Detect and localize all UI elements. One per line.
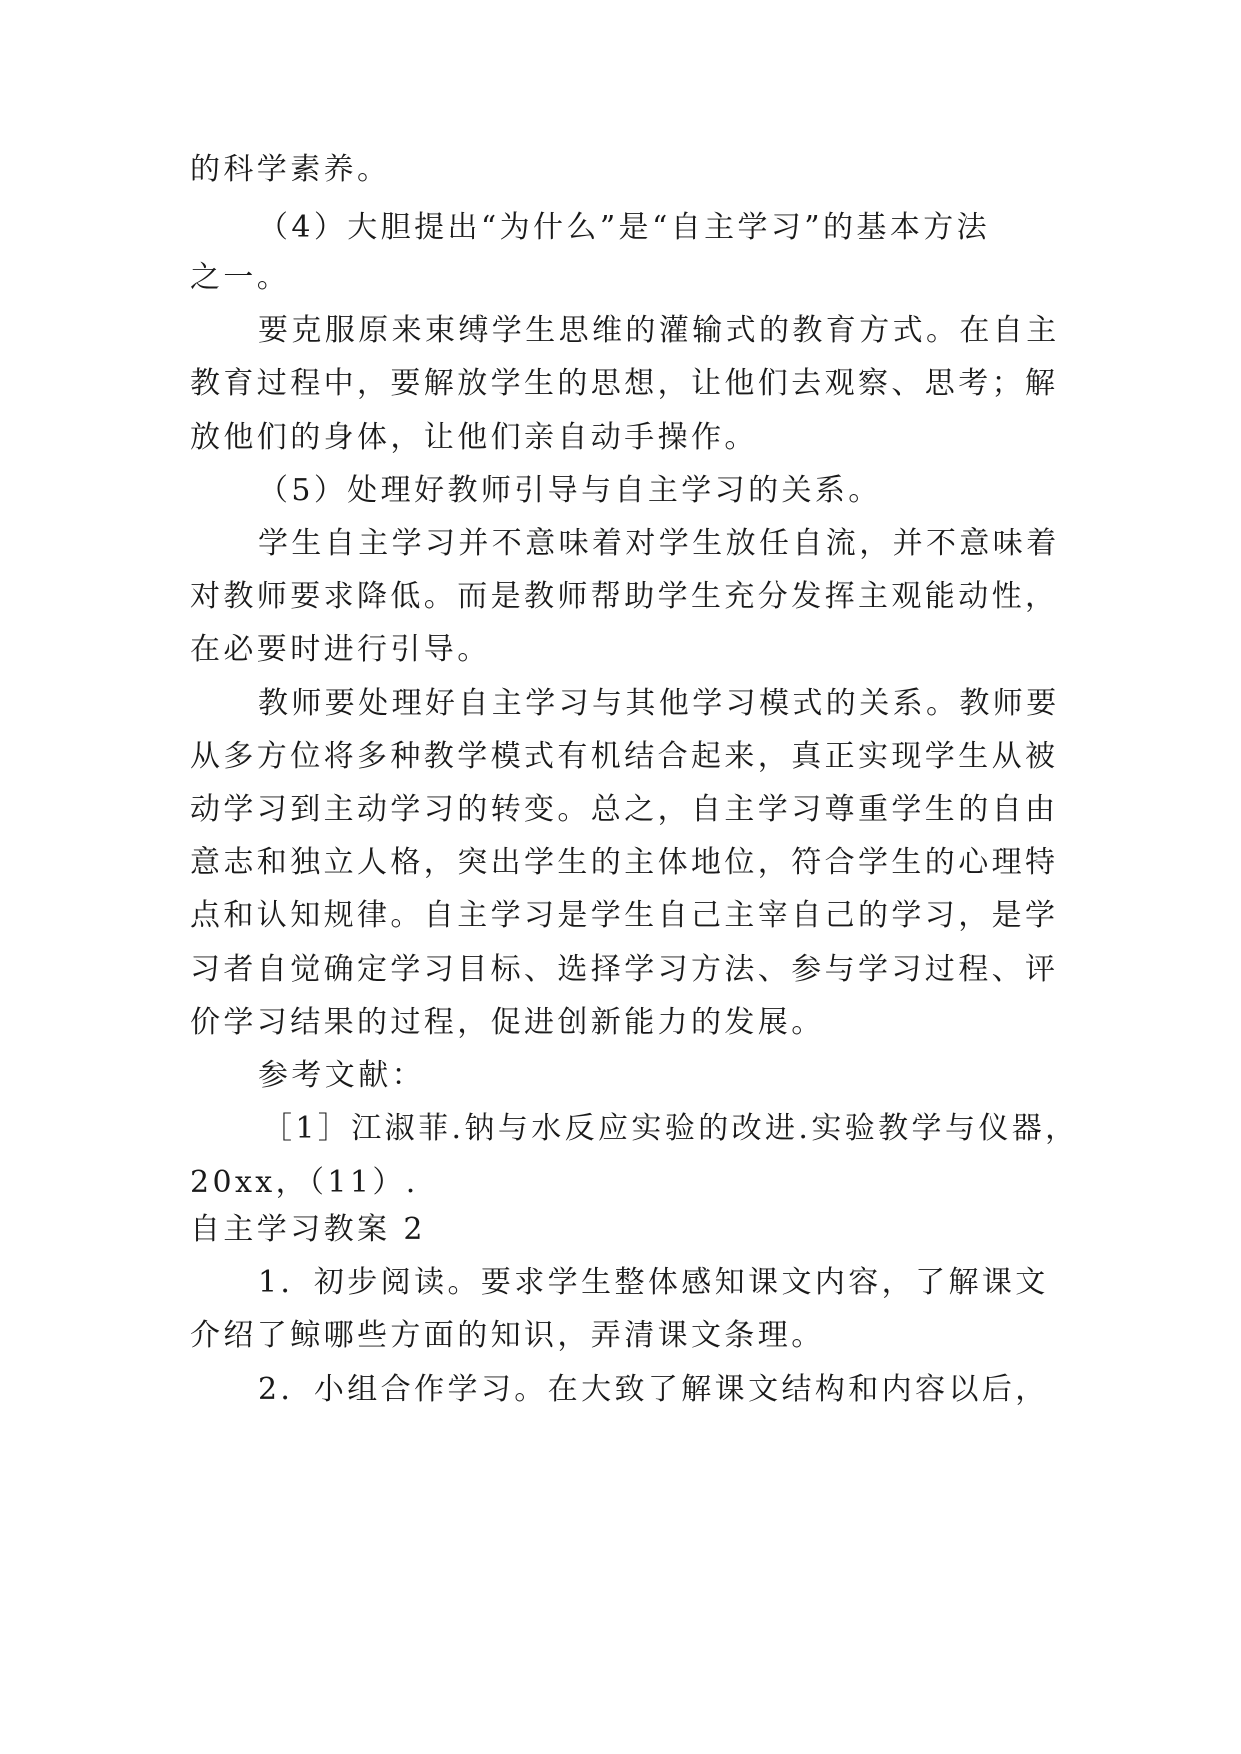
text-line: 动学习到主动学习的转变。总之，自主学习尊重学生的自由 [190, 792, 1059, 827]
text-line: 意志和独立人格，突出学生的主体地位，符合学生的心理特 [190, 845, 1059, 880]
text-line: 之一。 [190, 260, 291, 295]
section-heading: 自主学习教案 2 [190, 1212, 426, 1247]
text-line: 点和认知规律。自主学习是学生自己主宰自己的学习，是学 [190, 898, 1059, 933]
references-heading: 参考文献： [258, 1058, 425, 1093]
text-line: 从多方位将多种教学模式有机结合起来，真正实现学生从被 [190, 739, 1059, 774]
text-line: 1．初步阅读。要求学生整体感知课文内容，了解课文 [258, 1265, 1049, 1300]
text-line: 教师要处理好自主学习与其他学习模式的关系。教师要 [258, 686, 1060, 721]
text-line: 2．小组合作学习。在大致了解课文结构和内容以后， [258, 1372, 1049, 1407]
text-line: 的科学素养。 [190, 152, 391, 187]
text-line: 学生自主学习并不意味着对学生放任自流，并不意味着 [258, 526, 1060, 561]
text-line: 习者自觉确定学习目标、选择学习方法、参与学习过程、评 [190, 952, 1059, 987]
text-line: 价学习结果的过程，促进创新能力的发展。 [190, 1005, 825, 1040]
text-line: 教育过程中，要解放学生的思想，让他们去观察、思考；解 [190, 366, 1059, 401]
text-line: 介绍了鲸哪些方面的知识，弄清课文条理。 [190, 1318, 825, 1353]
citation-line: 20xx，（11）. [190, 1165, 419, 1200]
text-line: （5）处理好教师引导与自主学习的关系。 [258, 473, 882, 508]
citation-line: ［1］江淑菲.钠与水反应实验的改进.实验教学与仪器， [262, 1111, 1079, 1146]
text-line: 对教师要求降低。而是教师帮助学生充分发挥主观能动性， [190, 579, 1059, 614]
text-line: 放他们的身体，让他们亲自动手操作。 [190, 420, 758, 455]
text-line: （4）大胆提出“为什么”是“自主学习”的基本方法 [258, 210, 991, 245]
text-line: 在必要时进行引导。 [190, 632, 491, 667]
text-line: 要克服原来束缚学生思维的灌输式的教育方式。在自主 [258, 313, 1060, 348]
